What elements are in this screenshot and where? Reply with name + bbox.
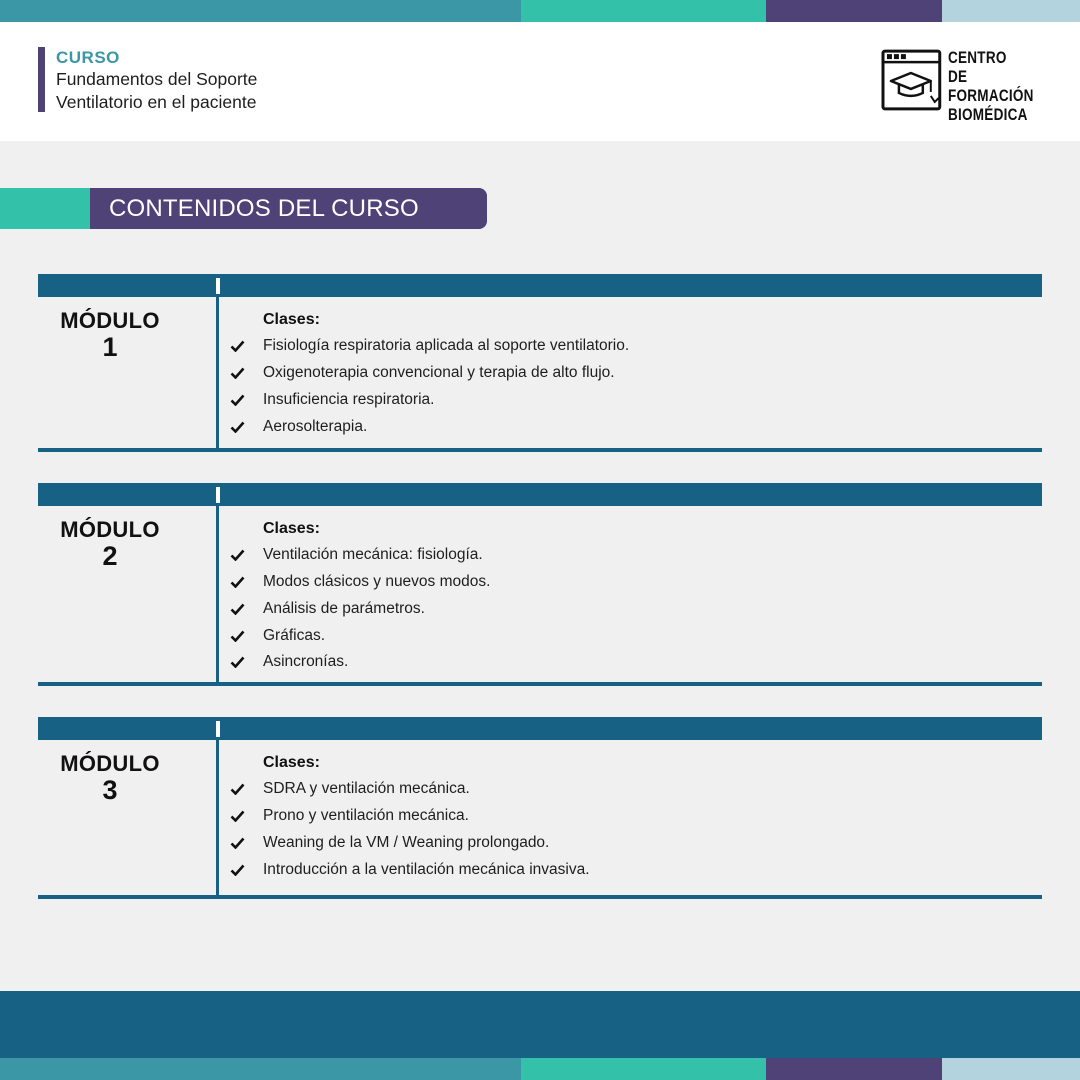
module-header-bar [38,274,1042,297]
checkmark-icon [230,340,245,352]
checkmark-icon [230,394,245,406]
list-item [230,336,629,356]
logo-text-line-1: CENTRO [947,49,1007,67]
stripe-segment-mint [521,1058,766,1080]
checkmark-icon [230,656,245,668]
stripe-segment-mint [521,0,766,22]
list-item [230,572,490,592]
module-word: MÓDULO [60,751,160,776]
list-item-text: Prono y ventilación mecánica. [263,807,469,824]
list-item [230,652,348,672]
module-bottom-rule [38,448,1042,452]
list-item-text: Insuficiencia respiratoria. [263,391,435,408]
course-title-line-1: Fundamentos del Soporte [56,69,258,89]
clases-label: Clases: [263,311,320,328]
stripe-segment-purple [766,1058,942,1080]
module-vertical-line [216,506,219,682]
module-number: 1 [102,332,118,362]
list-item [230,545,483,565]
list-item [230,833,549,853]
list-item-text: Ventilación mecánica: fisiología. [263,546,483,563]
module-word: MÓDULO [60,308,160,333]
checkmark-icon [230,630,245,642]
checkmark-icon [230,783,245,795]
top-color-stripe [0,0,1080,22]
list-item [230,363,615,383]
logo-text [948,49,1056,125]
list-item-text: SDRA y ventilación mecánica. [263,780,470,797]
checkmark-icon [230,837,245,849]
stripe-segment-purple [766,0,942,22]
section-title-accent [0,188,90,229]
course-title-line-2: Ventilatorio en el paciente [56,92,257,112]
module-vertical-line [216,297,219,448]
course-kicker: CURSO [56,48,120,67]
list-item-text: Fisiología respiratoria aplicada al soporte ventilatorio. [263,337,630,354]
list-item [230,860,590,880]
stripe-segment-light-blue [942,0,1080,22]
list-item [230,806,469,826]
checkmark-icon [230,367,245,379]
section-title-label: CONTENIDOS DEL CURSO [90,188,487,229]
stripe-segment-light-blue [942,1058,1080,1080]
footer-band [0,991,1080,1058]
module-header-bar [38,717,1042,740]
list-item-text: Aerosolterapia. [263,418,368,435]
checkmark-icon [230,810,245,822]
module-number: 3 [102,775,118,805]
clases-label: Clases: [263,754,320,771]
logo-text-line-3: BIOMÉDICA [947,106,1028,124]
list-item [230,779,470,799]
list-item-text: Análisis de parámetros. [263,600,425,617]
checkmark-icon [230,421,245,433]
module-word: MÓDULO [60,517,160,542]
list-item [230,417,367,437]
module-1 [38,274,1042,452]
stripe-segment-teal [0,0,521,22]
checkmark-icon [230,864,245,876]
module-bottom-rule [38,895,1042,899]
list-item-text: Introducción a la ventilación mecánica invasiva. [263,861,590,878]
module-3 [38,717,1042,900]
module-vertical-line [216,740,219,897]
module-header-bar [38,483,1042,506]
module-header-divider [216,487,220,503]
module-header-divider [216,278,220,294]
checkmark-icon [230,576,245,588]
module-2 [38,483,1042,686]
list-item-text: Asincronías. [263,653,349,670]
bottom-color-stripe [0,1058,1080,1080]
stripe-segment-teal [0,1058,521,1080]
module-header-divider [216,721,220,737]
list-item-text: Oxigenoterapia convencional y terapia de alto flujo. [263,364,615,381]
list-item-text: Weaning de la VM / Weaning prolongado. [263,834,550,851]
section-title [0,188,487,229]
list-item-text: Gráficas. [263,627,326,644]
checkmark-icon [230,603,245,615]
graduation-cap-window-icon [881,49,942,111]
list-item [230,390,434,410]
logo-text-line-2: DE FORMACIÓN [947,68,1034,105]
logo [881,49,1080,125]
header-accent-bar [38,47,45,112]
list-item [230,626,325,646]
module-bottom-rule [38,682,1042,686]
header [0,22,1080,141]
list-item [230,599,425,619]
clases-label: Clases: [263,520,320,537]
list-item-text: Modos clásicos y nuevos modos. [263,573,491,590]
module-number: 2 [102,541,118,571]
checkmark-icon [230,549,245,561]
